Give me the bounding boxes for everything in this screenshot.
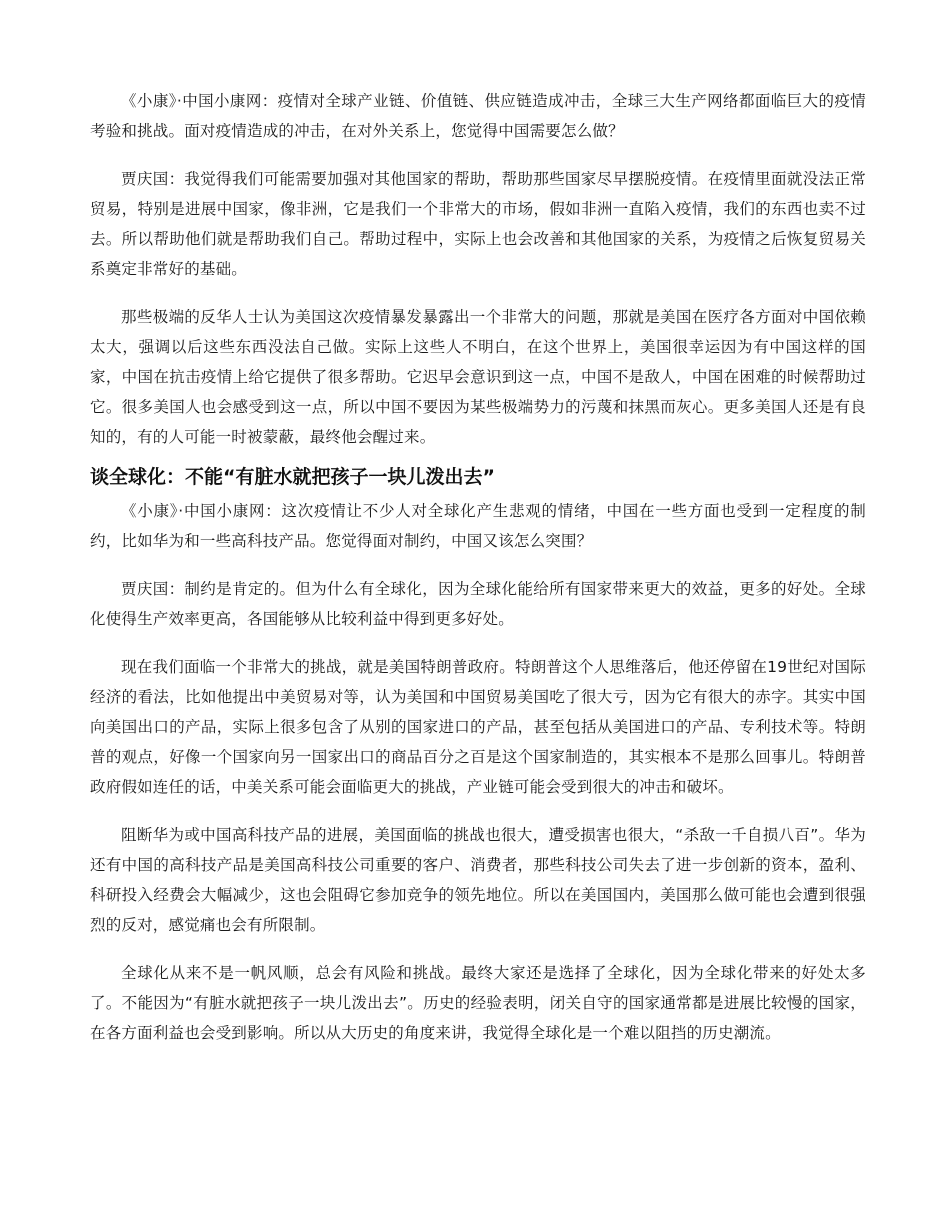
paragraph-answer-1: 贾庆国：我觉得我们可能需要加强对其他国家的帮助，帮助那些国家尽早摆脱疫情。在疫情里面就没法正常贸易，特别是进展中国家，像非洲，它是我们一个非常大的市场，假如非洲一直陷入疫情，我们的东西也卖不过去。所以帮助他们就是帮助我们自己。帮助过程中，实际上也会改善和其他国家的关系，为疫情之后恢复贸易关系奠定非常好的基础。 xyxy=(90,170,866,278)
paragraph-interview-question-1: 《小康》·中国小康网：疫情对全球产业链、价值链、供应链造成冲击，全球三大生产网络都面临巨大的疫情考验和挑战。面对疫情造成的冲击，在对外关系上，您觉得中国需要怎么做？ xyxy=(90,92,866,140)
section-heading-globalization: 谈全球化：不能“有脏水就把孩子一块儿泼出去” xyxy=(90,466,495,488)
paragraph-answer-1-continued: 那些极端的反华人士认为美国这次疫情暴发暴露出一个非常大的问题，那就是美国在医疗各方面对中国依赖太大，强调以后这些东西没法自己做。实际上这些人不明白，在这个世界上，美国很幸运因为有中国这样的国家，中国在抗击疫情上给它提供了很多帮助。它迟早会意识到这一点，中国不是敌人，中国在困难的时候帮助过它。很多美国人也会感受到这一点，所以中国不要因为某些极端势力的污蔑和抹黑而灰心。更多美国人还是有良知的，有的人可能一时被蒙蔽，最终他会醒过来。 xyxy=(90,308,866,446)
article-body xyxy=(90,86,866,1066)
paragraph-answer-2-huawei: 阻断华为或中国高科技产品的进展，美国面临的挑战也很大，遭受损害也很大，“杀敌一千自损八百”。华为还有中国的高科技产品是美国高科技公司重要的客户、消费者，那些科技公司失去了进一步创新的资本，盈利、科研投入经费会大幅减少，这也会阻碍它参加竞争的领先地位。所以在美国国内，美国那么做可能也会遭到很强烈的反对，感觉痛也会有所限制。 xyxy=(90,826,866,934)
paragraph-interview-question-2: 《小康》·中国小康网：这次疫情让不少人对全球化产生悲观的情绪，中国在一些方面也受到一定程度的制约，比如华为和一些高科技产品。您觉得面对制约，中国又该怎么突围？ xyxy=(90,502,866,550)
paragraph-answer-2-conclusion: 全球化从来不是一帆风顺，总会有风险和挑战。最终大家还是选择了全球化，因为全球化带来的好处太多了。不能因为“有脏水就把孩子一块儿泼出去”。历史的经验表明，闭关自守的国家通常都是进展比较慢的国家，在各方面利益也会受到影响。所以从大历史的角度来讲，我觉得全球化是一个难以阻挡的历史潮流。 xyxy=(90,964,866,1042)
paragraph-answer-2-trump: 现在我们面临一个非常大的挑战，就是美国特朗普政府。特朗普这个人思维落后，他还停留在19世纪对国际经济的看法，比如他提出中美贸易对等，认为美国和中国贸易美国吃了很大亏，因为它有很大的赤字。其实中国向美国出口的产品，实际上很多包含了从别的国家进口的产品，甚至包括从美国进口的产品、专利技术等。特朗普的观点，好像一个国家向另一国家出口的商品百分之百是这个国家制造的，其实根本不是那么回事儿。特朗普政府假如连任的话，中美关系可能会面临更大的挑战，产业链可能会受到很大的冲击和破坏。 xyxy=(90,658,866,796)
paragraph-answer-2: 贾庆国：制约是肯定的。但为什么有全球化，因为全球化能给所有国家带来更大的效益，更多的好处。全球化使得生产效率更高，各国能够从比较利益中得到更多好处。 xyxy=(90,580,866,628)
